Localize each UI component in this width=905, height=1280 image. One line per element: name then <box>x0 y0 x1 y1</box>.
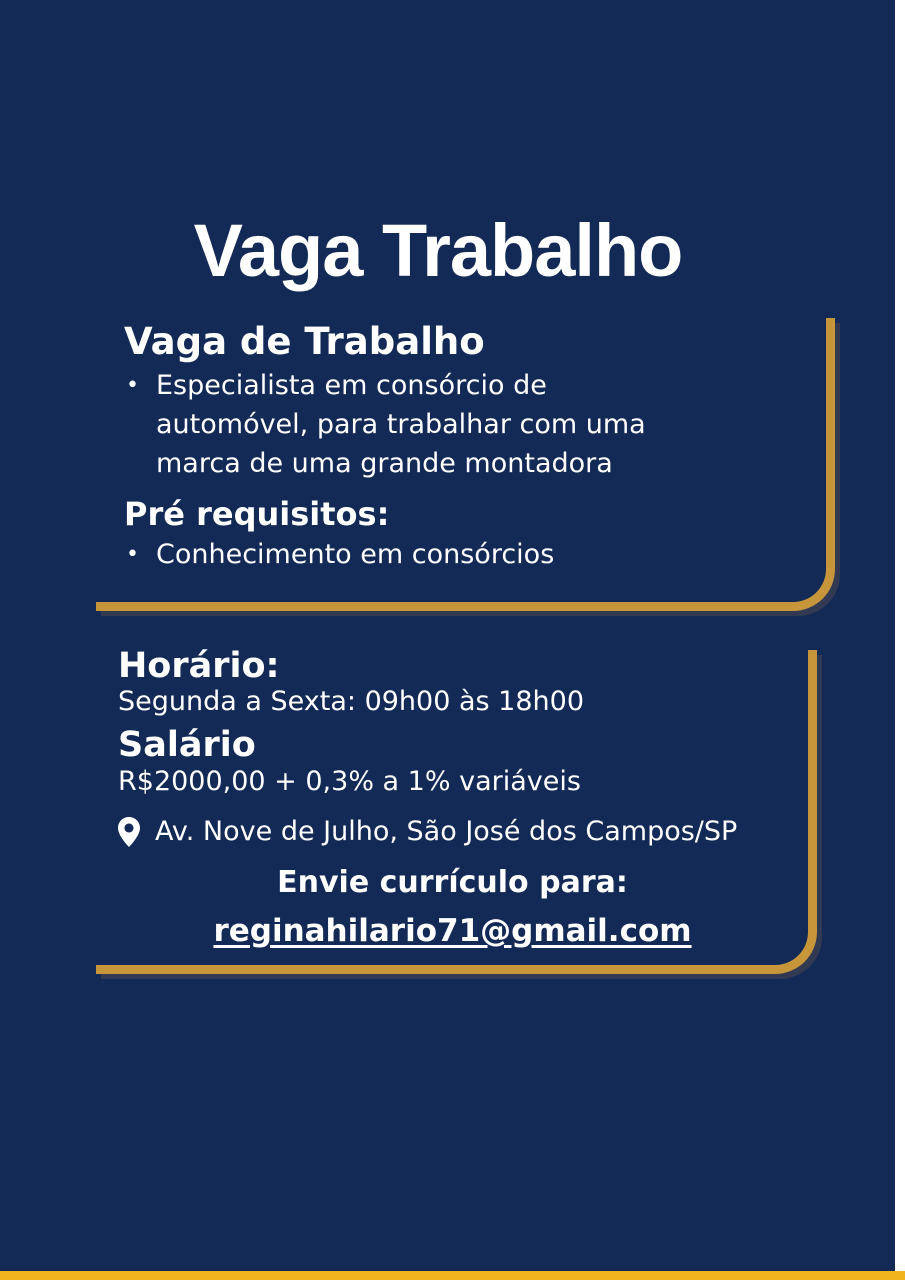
description-line: Especialista em consórcio de <box>156 370 547 401</box>
job-description-list <box>126 366 646 483</box>
description-line: automóvel, para trabalhar com uma <box>156 409 646 440</box>
salary-heading: Salário <box>118 725 256 765</box>
job-card-heading: Vaga de Trabalho <box>124 320 485 363</box>
schedule-heading: Horário: <box>118 646 280 686</box>
page-edge <box>895 0 905 1271</box>
bullet-icon: • <box>126 373 139 398</box>
description-line: marca de uma grande montadora <box>156 448 613 479</box>
bullet-icon: • <box>126 542 139 567</box>
schedule-text: Segunda a Sexta: 09h00 às 18h00 <box>118 686 585 717</box>
map-pin-icon <box>118 817 140 847</box>
page-title: Vaga Trabalho <box>193 209 683 292</box>
requirements-heading: Pré requisitos: <box>124 495 390 533</box>
list-item <box>126 366 646 483</box>
email-link[interactable]: reginahilario71@gmail.com <box>213 913 692 949</box>
requirement-text: Conhecimento em consórcios <box>156 539 555 570</box>
salary-text: R$2000,00 + 0,3% a 1% variáveis <box>118 766 581 797</box>
bottom-accent-stripe <box>0 1271 905 1280</box>
requirements-list <box>126 535 554 574</box>
cta-text: Envie currículo para: <box>277 865 628 900</box>
list-item <box>126 535 554 574</box>
location-text: Av. Nove de Julho, São José dos Campos/SP <box>155 816 738 847</box>
